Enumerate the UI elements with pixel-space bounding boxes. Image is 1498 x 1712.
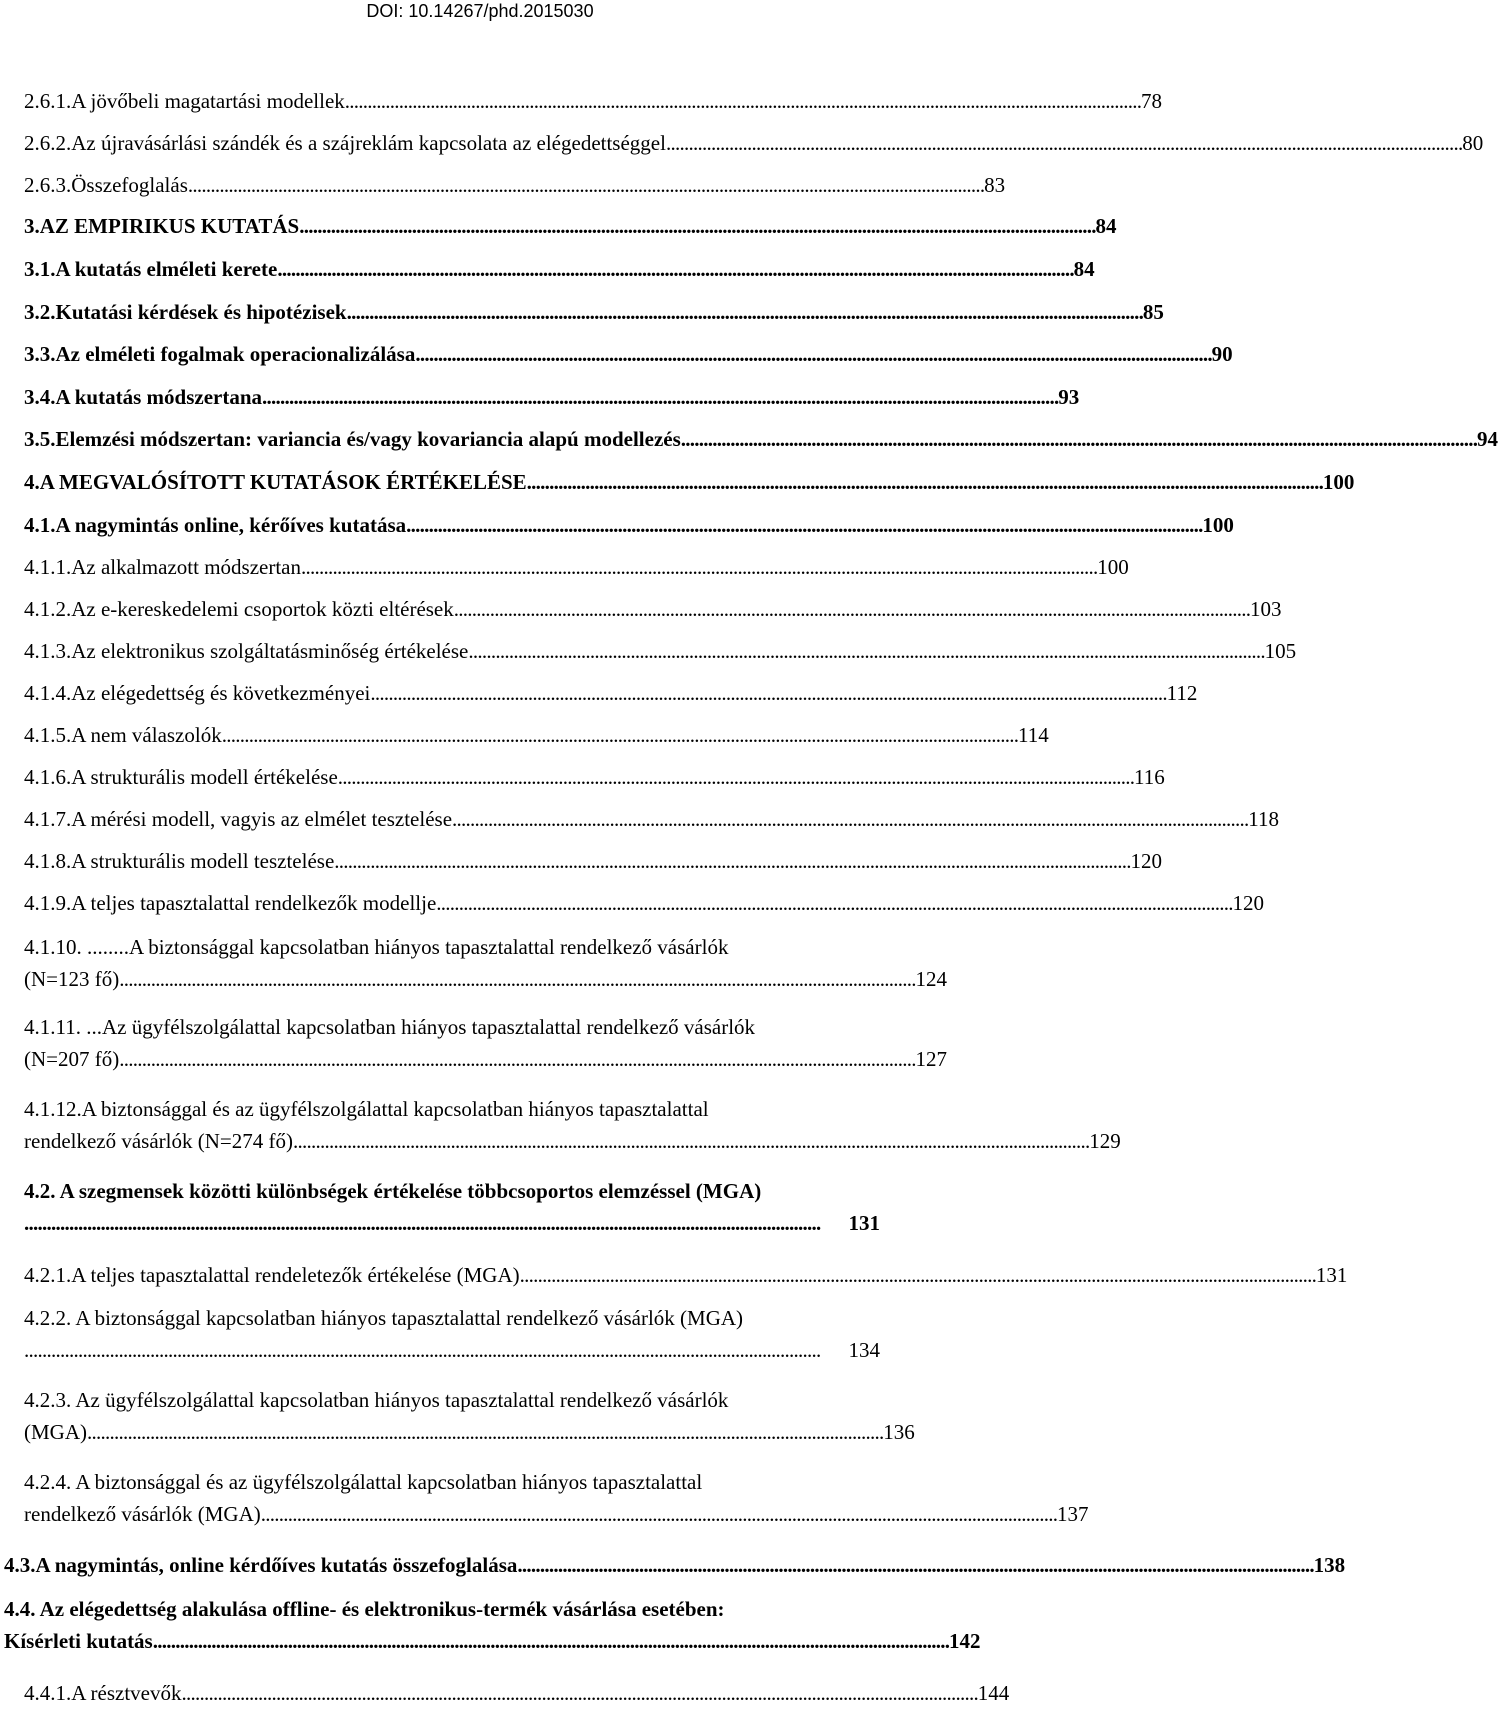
toc-entry-4-2-2[interactable]: [24, 1305, 880, 1363]
dot-leader: [277, 256, 1071, 282]
dot-leader: [370, 680, 1164, 706]
dot-leader: [415, 341, 1209, 367]
toc-title: Az alkalmazott módszertan: [71, 555, 301, 579]
toc-number: 2.6.2.: [24, 131, 72, 155]
toc-page: 138: [1313, 1553, 1346, 1577]
toc-page: 112: [1166, 681, 1198, 705]
toc-page: 136: [883, 1420, 915, 1444]
toc-number: 3.4.: [24, 385, 56, 409]
dot-leader: [293, 1128, 1087, 1154]
toc-title: Az újravásárlási szándék és a szájreklám kapcsolata az elégedettséggel: [71, 131, 666, 155]
dot-leader: [153, 1628, 947, 1654]
toc-number: 4.1.5.: [24, 723, 72, 747]
toc-title: A MEGVALÓSÍTOTT KUTATÁSOK ÉRTÉKELÉSE: [39, 470, 527, 494]
toc-entry-3-1[interactable]: [24, 256, 1095, 282]
toc-entry-4-2-4[interactable]: [24, 1469, 1089, 1527]
toc-entry-4-1-4[interactable]: [24, 680, 1198, 706]
dot-leader: [666, 130, 1460, 156]
dot-leader: [299, 213, 1093, 239]
toc-title: 4.1.12.A biztonsággal és az ügyfélszolgálattal kapcsolatban hiányos tapasztalattal: [24, 1097, 709, 1121]
toc-page: 120: [1232, 891, 1265, 915]
toc-entry-4-2-3[interactable]: [24, 1387, 915, 1445]
toc-page: 80: [1462, 131, 1484, 155]
toc-entry-4-2-1[interactable]: [24, 1262, 1348, 1288]
toc-entry-4-2[interactable]: [24, 1178, 880, 1236]
toc-page: 85: [1142, 300, 1164, 324]
toc-entry-4-1-8[interactable]: [24, 848, 1163, 874]
toc-title-continued: Kísérleti kutatás: [4, 1629, 153, 1653]
toc-number: 4.1.9.: [24, 891, 72, 915]
toc-number: 2.6.1.: [24, 89, 72, 113]
toc-page: 131: [1315, 1263, 1348, 1287]
toc-title-continued: (N=123 fő): [24, 967, 120, 991]
dot-leader: [347, 299, 1141, 325]
toc-number: 4.4.1.: [24, 1681, 72, 1705]
toc-title: A mérési modell, vagyis az elmélet tesztelése: [71, 807, 453, 831]
toc-title: A nagymintás, online kérdőíves kutatás összefoglalása: [35, 1553, 518, 1577]
toc-title: A kutatás elméleti kerete: [55, 257, 278, 281]
toc-entry-4-1-10[interactable]: [24, 934, 947, 992]
toc-page: 118: [1248, 807, 1280, 831]
toc-page: 100: [1202, 513, 1234, 537]
dot-leader: [468, 638, 1262, 664]
toc-number: 4.1.1.: [24, 555, 72, 579]
dot-leader: [681, 426, 1475, 452]
toc-entry-4-1-9[interactable]: [24, 890, 1265, 916]
dot-leader: [517, 1552, 1311, 1578]
toc-entry-4-1-12[interactable]: [24, 1096, 1121, 1154]
dot-leader: [87, 1419, 881, 1445]
dot-leader: [119, 1046, 913, 1072]
toc-title: A nagymintás online, kérőíves kutatása: [55, 513, 407, 537]
toc-page: 94: [1477, 427, 1498, 451]
dot-leader: [188, 172, 982, 198]
toc-entry-2-6-3[interactable]: [24, 172, 1006, 198]
toc-entry-2-6-1[interactable]: [24, 88, 1163, 114]
dot-leader: [222, 722, 1016, 748]
toc-page: 100: [1322, 470, 1355, 494]
toc-page: 142: [948, 1629, 981, 1653]
toc-title: 4.2.3. Az ügyfélszolgálattal kapcsolatban hiányos tapasztalattal rendelkező vásárlók: [24, 1388, 729, 1412]
toc-page: 78: [1141, 89, 1163, 113]
toc-title: A strukturális modell tesztelése: [71, 849, 335, 873]
toc-entry-4[interactable]: [24, 469, 1355, 495]
toc-title: A strukturális modell értékelése: [71, 765, 338, 789]
dot-leader: [262, 384, 1056, 410]
toc-number: 3.5.: [24, 427, 56, 451]
dot-leader: [261, 1501, 1055, 1527]
toc-title: A teljes tapasztalattal rendeletezők értékelése (MGA): [71, 1263, 520, 1287]
toc-title: A nem válaszolók: [71, 723, 222, 747]
toc-title: A jövőbeli magatartási modellek: [71, 89, 345, 113]
toc-title: A teljes tapasztalattal rendelkezők modellje: [71, 891, 437, 915]
toc-title: Az elégedettség és következményei: [71, 681, 371, 705]
dot-leader: [345, 88, 1139, 114]
toc-page: 84: [1095, 214, 1117, 238]
dot-leader: [520, 1262, 1314, 1288]
toc-title: 4.2.4. A biztonsággal és az ügyfélszolgálattal kapcsolatban hiányos tapasztalattal: [24, 1470, 703, 1494]
toc-title: 4.1.10. ........A biztonsággal kapcsolatban hiányos tapasztalattal rendelkező vásárlók: [24, 935, 729, 959]
toc-title-continued: rendelkező vásárlók (MGA): [24, 1502, 261, 1526]
dot-leader: [406, 512, 1200, 538]
toc-page: 84: [1073, 257, 1095, 281]
toc-title: Elemzési módszertan: variancia és/vagy kovariancia alapú modellezés: [55, 427, 681, 451]
toc-title: A kutatás módszertana: [55, 385, 263, 409]
toc-entry-4-1-1[interactable]: [24, 554, 1129, 580]
toc-entry-4-4-1[interactable]: [24, 1680, 1010, 1706]
toc-number: 4.1.8.: [24, 849, 72, 873]
toc-entry-4-1-3[interactable]: [24, 638, 1297, 664]
toc-entry-3-3[interactable]: [24, 341, 1233, 367]
toc-number: 3.1.: [24, 257, 56, 281]
toc-entry-3[interactable]: [24, 213, 1117, 239]
toc-number: 4.2.1.: [24, 1263, 72, 1287]
toc-title: Kutatási kérdések és hipotézisek: [55, 300, 347, 324]
toc-title: 4.2. A szegmensek közötti különbségek értékelése többcsoportos elemzéssel (MGA): [24, 1179, 762, 1203]
dot-leader: [334, 848, 1128, 874]
toc-entry-3-5[interactable]: [24, 426, 1498, 452]
toc-entry-4-1-7[interactable]: [24, 806, 1280, 832]
toc-entry-4-3[interactable]: [4, 1552, 1346, 1578]
toc-page: 134: [848, 1338, 880, 1362]
toc-entry-3-2[interactable]: [24, 299, 1164, 325]
dot-leader: [119, 966, 913, 992]
toc-number: 2.6.3.: [24, 173, 72, 197]
toc-page: 90: [1211, 342, 1233, 366]
dot-leader: [338, 764, 1132, 790]
toc-title: 4.1.11. ...Az ügyfélszolgálattal kapcsolatban hiányos tapasztalattal rendelkező vásárlók: [24, 1015, 756, 1039]
toc-page: 93: [1058, 385, 1080, 409]
toc-number: 4.1.: [24, 513, 56, 537]
dot-leader: [181, 1680, 975, 1706]
toc-number: 4.3.: [4, 1553, 36, 1577]
dot-leader: [436, 890, 1230, 916]
dot-leader: [454, 596, 1248, 622]
toc-page: 129: [1089, 1129, 1121, 1153]
toc-number: 4.1.4.: [24, 681, 72, 705]
dot-leader: [452, 806, 1246, 832]
toc-page: 137: [1057, 1502, 1089, 1526]
toc-page: 127: [915, 1047, 947, 1071]
dot-leader: [301, 554, 1095, 580]
toc-entry-4-1-11[interactable]: [24, 1014, 947, 1072]
toc-number: 3.2.: [24, 300, 56, 324]
toc-entry-4-4[interactable]: [4, 1596, 981, 1654]
toc-number: 4.1.3.: [24, 639, 72, 663]
toc-page: 120: [1130, 849, 1163, 873]
toc-page: 83: [984, 173, 1006, 197]
toc-page: 103: [1250, 597, 1282, 621]
dot-leader: [527, 469, 1321, 495]
toc-page: 105: [1264, 639, 1297, 663]
toc-title: Az elméleti fogalmak operacionalizálása: [55, 342, 416, 366]
dot-leader: [24, 1210, 847, 1236]
toc-title: Az e-kereskedelemi csoportok közti eltérések: [71, 597, 454, 621]
toc-number: 4.: [24, 470, 40, 494]
toc-page: 114: [1017, 723, 1049, 747]
toc-page: 144: [977, 1681, 1010, 1705]
toc-title: AZ EMPIRIKUS KUTATÁS: [39, 214, 300, 238]
toc-title-continued: (N=207 fő): [24, 1047, 120, 1071]
toc-page: 131: [848, 1211, 880, 1235]
toc-entry-4-1-2[interactable]: [24, 596, 1282, 622]
toc-title: Az elektronikus szolgáltatásminőség értékelése: [71, 639, 469, 663]
toc-page: 124: [915, 967, 947, 991]
toc-title: Összefoglalás: [71, 173, 188, 197]
doi-header: DOI: 10.14267/phd.2015030: [366, 1, 594, 21]
toc-page: 116: [1134, 765, 1165, 789]
toc-entry-4-1[interactable]: [24, 512, 1234, 538]
toc-number: 3.: [24, 214, 40, 238]
toc-number: 4.1.6.: [24, 765, 72, 789]
toc-title: A résztvevők: [71, 1681, 182, 1705]
toc-entry-2-6-2[interactable]: [24, 130, 1484, 156]
toc-title: 4.2.2. A biztonsággal kapcsolatban hiányos tapasztalattal rendelkező vásárlók (MGA): [24, 1306, 744, 1330]
toc-number: 4.1.2.: [24, 597, 72, 621]
toc-page: 100: [1097, 555, 1129, 579]
toc-number: 4.1.7.: [24, 807, 72, 831]
toc-title-continued: rendelkező vásárlók (N=274 fő): [24, 1129, 293, 1153]
toc-entry-4-1-6[interactable]: [24, 764, 1165, 790]
toc-entry-4-1-5[interactable]: [24, 722, 1049, 748]
dot-leader: [24, 1337, 847, 1363]
toc-title-continued: (MGA): [24, 1420, 87, 1444]
toc-entry-3-4[interactable]: [24, 384, 1080, 410]
toc-title: 4.4. Az elégedettség alakulása offline- és elektronikus-termék vásárlása esetében:: [4, 1597, 725, 1621]
toc-number: 3.3.: [24, 342, 56, 366]
